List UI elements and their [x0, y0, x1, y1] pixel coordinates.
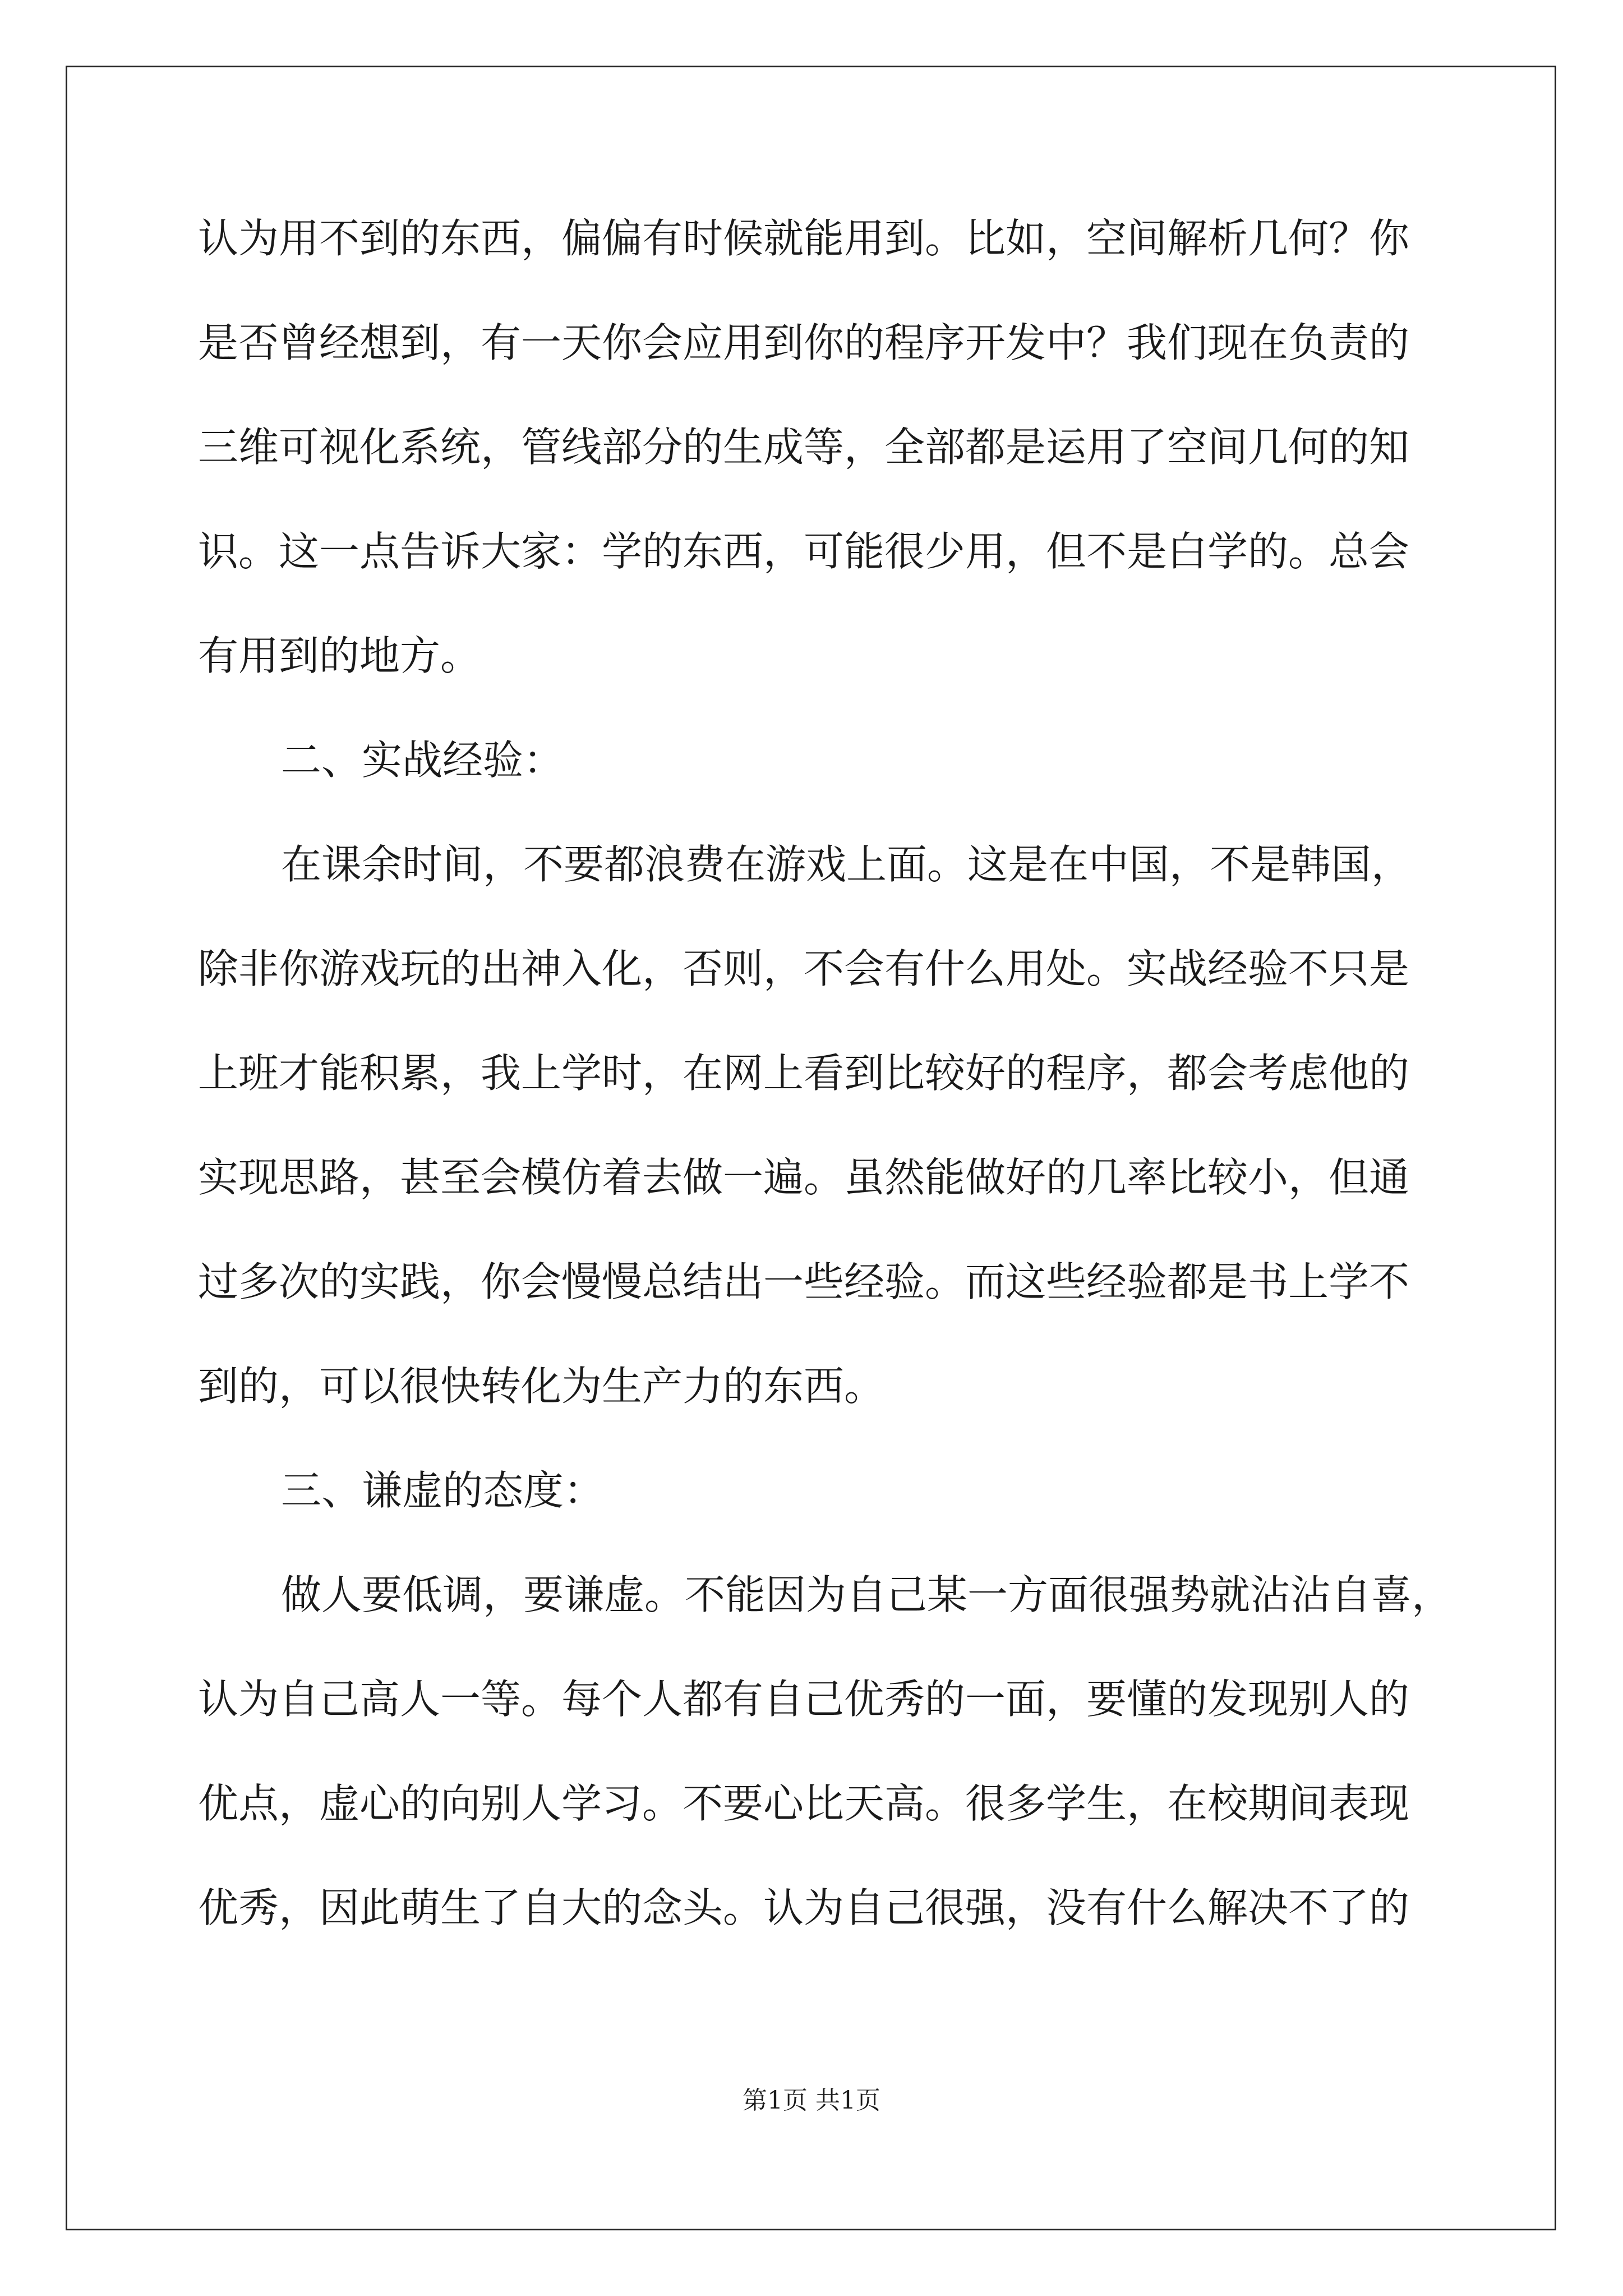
- body-line: 识。这一点告诉大家：学的东西，可能很少用，但不是白学的。总会: [198, 528, 1410, 575]
- body-line: 过多次的实践，你会慢慢总结出一些经验。而这些经验都是书上学不: [198, 1258, 1410, 1305]
- page-footer: 第1页 共1页: [743, 2086, 880, 2115]
- body-line: 认为自己高人一等。每个人都有自己优秀的一面，要懂的发现别人的: [198, 1676, 1410, 1723]
- body-line: 上班才能积累，我上学时，在网上看到比较好的程序，都会考虑他的: [198, 1050, 1410, 1097]
- body-line: 是否曾经想到，有一天你会应用到你的程序开发中？我们现在负责的: [198, 319, 1410, 366]
- body-line: 优点，虚心的向别人学习。不要心比天高。很多学生，在校期间表现: [198, 1780, 1410, 1827]
- body-line: 有用到的地方。: [198, 632, 481, 679]
- section-heading: 二、实战经验：: [281, 737, 564, 784]
- body-line: 实现思路，甚至会模仿着去做一遍。虽然能做好的几率比较小，但通: [198, 1154, 1410, 1201]
- body-line: 认为用不到的东西，偏偏有时候就能用到。比如，空间解析几何？你: [198, 215, 1410, 262]
- section-heading: 三、谦虚的态度：: [281, 1467, 605, 1514]
- body-line: 优秀，因此萌生了自大的念头。认为自己很强，没有什么解决不了的: [198, 1884, 1410, 1931]
- body-line: 到的，可以很快转化为生产力的东西。: [198, 1363, 885, 1410]
- body-line: 做人要低调，要谦虚。不能因为自己某一方面很强势就沾沾自喜，: [281, 1571, 1453, 1618]
- body-line: 三维可视化系统，管线部分的生成等，全部都是运用了空间几何的知: [198, 424, 1410, 471]
- body-line: 在课余时间，不要都浪费在游戏上面。这是在中国，不是韩国，: [281, 841, 1412, 888]
- body-line: 除非你游戏玩的出神入化，否则，不会有什么用处。实战经验不只是: [198, 945, 1410, 992]
